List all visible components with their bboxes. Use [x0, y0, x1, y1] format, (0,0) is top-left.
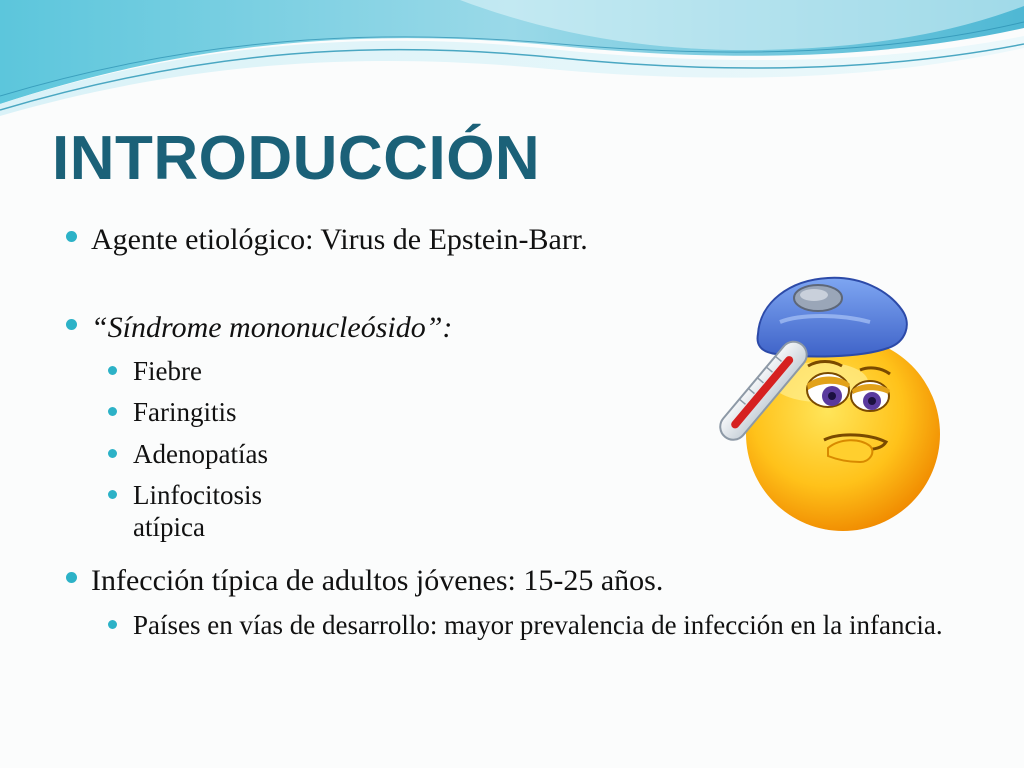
sub-bullet-text: Adenopatías: [133, 439, 268, 469]
bullet-dot-icon: [108, 366, 117, 375]
sub-bullet-text: Fiebre: [133, 356, 202, 386]
bullet-dot-icon: [108, 620, 117, 629]
slide-title: INTRODUCCIÓN: [52, 124, 541, 193]
bullet-dot-icon: [66, 319, 77, 330]
sub-bullet-text: Linfocitosis atípica: [133, 480, 262, 542]
bullet-dot-icon: [108, 407, 117, 416]
bullet-text: “Síndrome mononucleósido”:: [91, 311, 453, 344]
bullet-dot-icon: [108, 449, 117, 458]
bullet-dot-icon: [66, 231, 77, 242]
sub-bullet-text: Países en vías de desarrollo: mayor prevalencia de infección en la infancia.: [133, 610, 943, 640]
header-wave-decoration: [0, 0, 1024, 120]
bullet-text: Infección típica de adultos jóvenes: 15-25 años.: [91, 564, 664, 597]
bullet-dot-icon: [108, 490, 117, 499]
sick-emoji-icon: [710, 262, 960, 537]
bullet-dot-icon: [66, 572, 77, 583]
sub-bullet-text: Faringitis: [133, 397, 237, 427]
bullet-text: Agente etiológico: Virus de Epstein-Barr.: [91, 223, 588, 256]
